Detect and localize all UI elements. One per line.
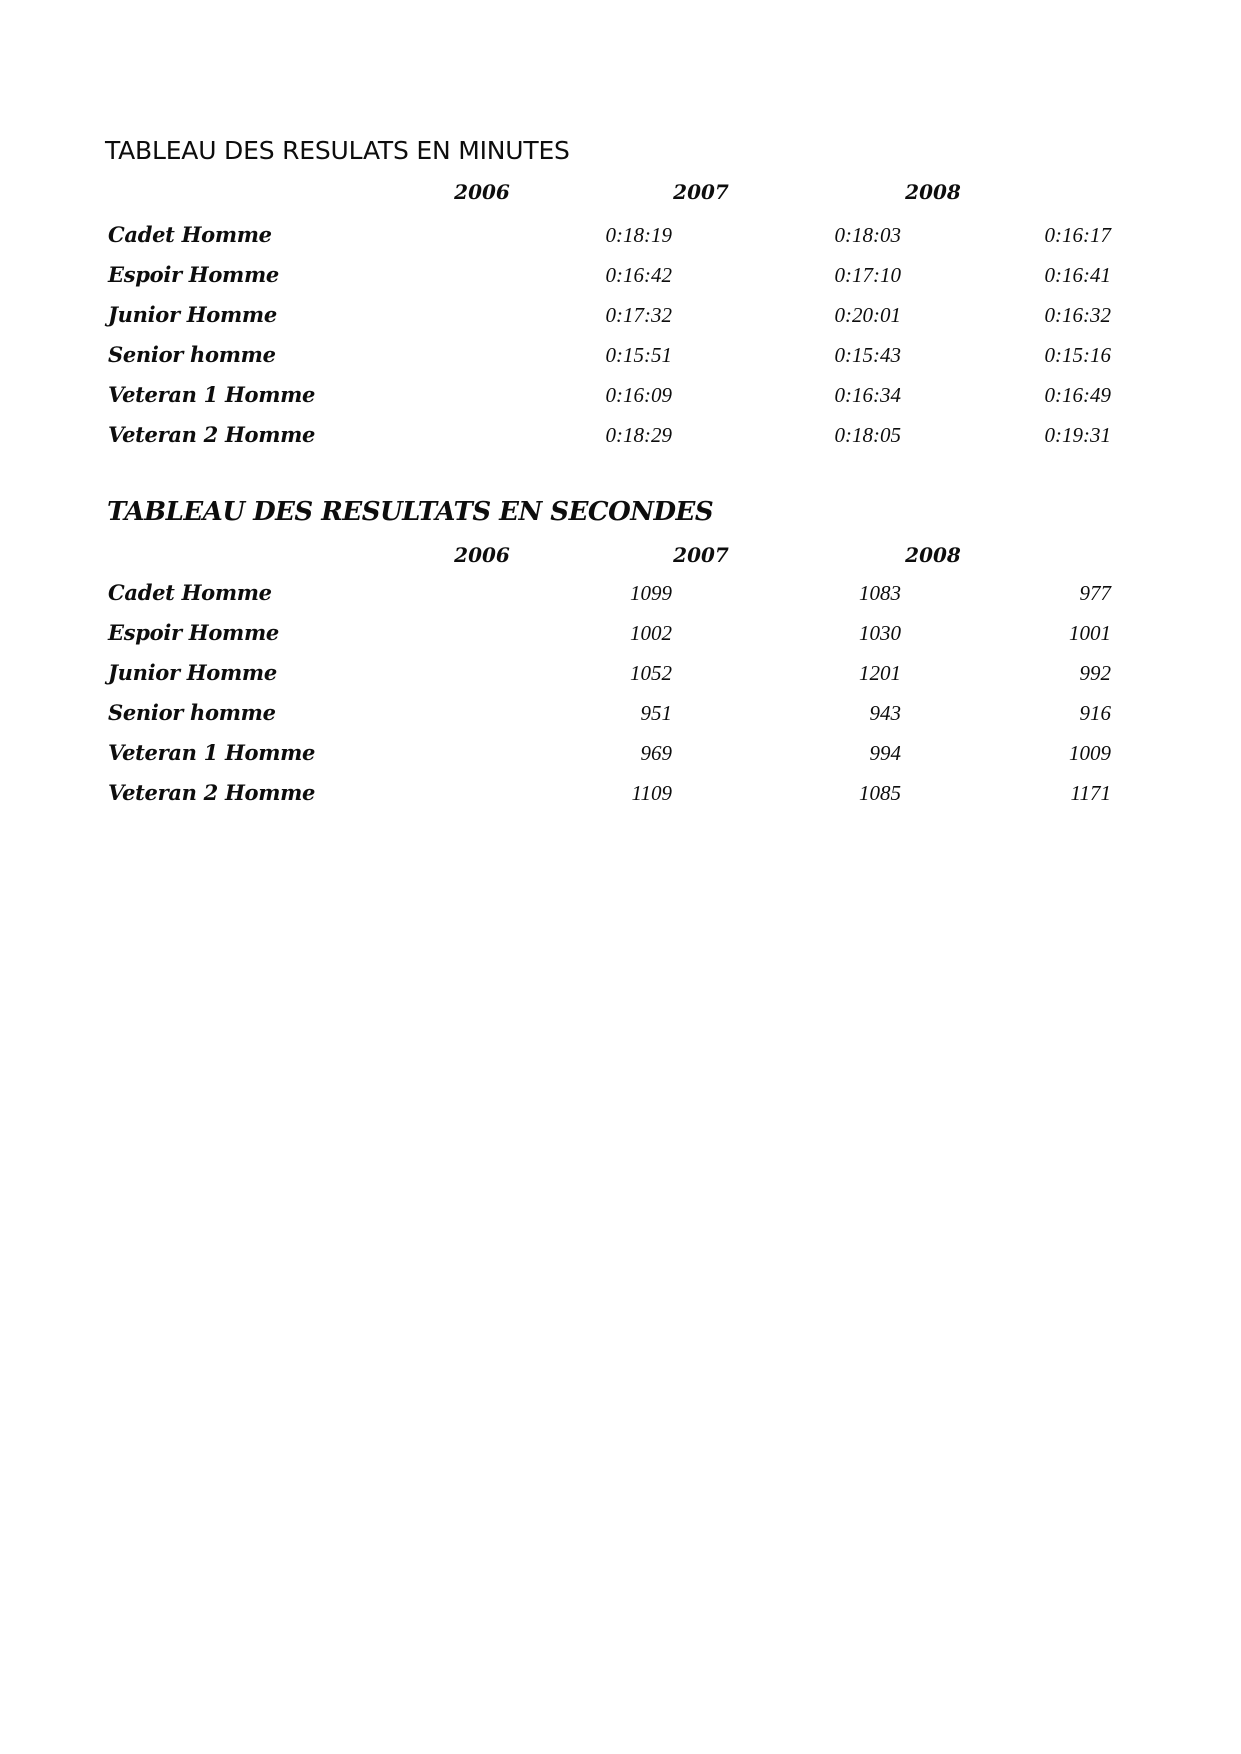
cell-2008: 0:16:17 bbox=[1044, 223, 1111, 247]
cell-2006: 0:16:42 bbox=[605, 263, 672, 287]
cell-2007: 0:15:43 bbox=[834, 343, 901, 367]
table-row bbox=[0, 660, 1241, 694]
cell-2006: 1099 bbox=[630, 581, 672, 605]
cell-2007: 0:16:34 bbox=[834, 383, 901, 407]
minutes-table-title: TABLEAU DES RESULATS EN MINUTES bbox=[105, 136, 570, 165]
cell-2006: 1052 bbox=[630, 661, 672, 685]
cell-2008: 0:15:16 bbox=[1044, 343, 1111, 367]
cell-2008: 0:16:32 bbox=[1044, 303, 1111, 327]
table-row bbox=[0, 222, 1241, 256]
row-label: Veteran 2 Homme bbox=[108, 780, 316, 805]
seconds-table-title: TABLEAU DES RESULTATS EN SECONDES bbox=[107, 497, 714, 527]
cell-2008: 916 bbox=[1079, 701, 1111, 725]
row-label: Senior homme bbox=[108, 700, 276, 725]
cell-2007: 1085 bbox=[859, 781, 901, 805]
cell-2006: 1002 bbox=[630, 621, 672, 645]
table-row bbox=[0, 740, 1241, 774]
cell-2008: 0:16:49 bbox=[1044, 383, 1111, 407]
year-header-2007: 2007 bbox=[673, 180, 729, 204]
table-row bbox=[0, 620, 1241, 654]
year-header-2006: 2006 bbox=[454, 180, 510, 204]
cell-2008: 1001 bbox=[1069, 621, 1111, 645]
table-row bbox=[0, 580, 1241, 614]
year-header-2006: 2006 bbox=[454, 543, 510, 567]
row-label: Junior Homme bbox=[108, 302, 277, 327]
cell-2007: 0:17:10 bbox=[834, 263, 901, 287]
cell-2006: 951 bbox=[640, 701, 672, 725]
cell-2007: 0:18:03 bbox=[834, 223, 901, 247]
table-row bbox=[0, 302, 1241, 336]
cell-2007: 0:20:01 bbox=[834, 303, 901, 327]
cell-2008: 992 bbox=[1079, 661, 1111, 685]
cell-2007: 0:18:05 bbox=[834, 423, 901, 447]
cell-2007: 1030 bbox=[859, 621, 901, 645]
table-row bbox=[0, 422, 1241, 456]
cell-2006: 0:17:32 bbox=[605, 303, 672, 327]
row-label: Veteran 1 Homme bbox=[108, 740, 316, 765]
year-header-2008: 2008 bbox=[905, 543, 961, 567]
cell-2007: 994 bbox=[869, 741, 901, 765]
row-label: Espoir Homme bbox=[108, 620, 279, 645]
cell-2007: 1201 bbox=[859, 661, 901, 685]
cell-2008: 0:19:31 bbox=[1044, 423, 1111, 447]
table-row bbox=[0, 780, 1241, 814]
row-label: Espoir Homme bbox=[108, 262, 279, 287]
cell-2006: 0:18:19 bbox=[605, 223, 672, 247]
row-label: Junior Homme bbox=[108, 660, 277, 685]
cell-2007: 943 bbox=[869, 701, 901, 725]
table-row bbox=[0, 262, 1241, 296]
cell-2008: 1009 bbox=[1069, 741, 1111, 765]
row-label: Veteran 1 Homme bbox=[108, 382, 316, 407]
row-label: Cadet Homme bbox=[108, 580, 272, 605]
cell-2006: 1109 bbox=[631, 781, 672, 805]
cell-2008: 0:16:41 bbox=[1044, 263, 1111, 287]
row-label: Cadet Homme bbox=[108, 222, 272, 247]
cell-2006: 0:18:29 bbox=[605, 423, 672, 447]
table-row bbox=[0, 700, 1241, 734]
row-label: Veteran 2 Homme bbox=[108, 422, 316, 447]
cell-2008: 1171 bbox=[1070, 781, 1111, 805]
cell-2007: 1083 bbox=[859, 581, 901, 605]
table-row bbox=[0, 382, 1241, 416]
cell-2006: 0:15:51 bbox=[605, 343, 672, 367]
year-header-2007: 2007 bbox=[673, 543, 729, 567]
year-header-2008: 2008 bbox=[905, 180, 961, 204]
cell-2008: 977 bbox=[1079, 581, 1111, 605]
cell-2006: 0:16:09 bbox=[605, 383, 672, 407]
cell-2006: 969 bbox=[640, 741, 672, 765]
table-row bbox=[0, 342, 1241, 376]
row-label: Senior homme bbox=[108, 342, 276, 367]
